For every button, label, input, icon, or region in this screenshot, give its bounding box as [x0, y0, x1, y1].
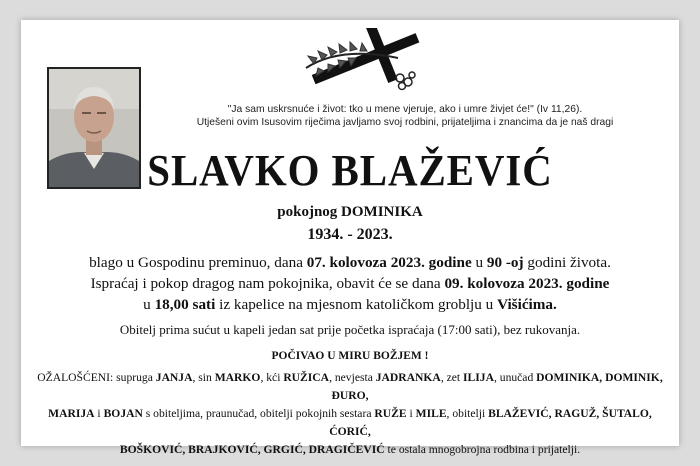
age: 90 -oj [486, 254, 524, 271]
text: u [143, 296, 155, 313]
mourners-line [31, 405, 669, 441]
mourner-name: BOŠKOVIĆ, BRAJKOVIĆ, GRGIĆ, DRAGIČEVIĆ [119, 443, 385, 456]
mourner-name: ILIJA [463, 371, 494, 384]
funeral-time: 18,00 sati [154, 296, 216, 313]
rest-in-peace: POČIVAO U MIRU BOŽJEM ! [271, 350, 429, 362]
announcement-line: Utješeni ovim Isusovim riječima javljamo svoj rodbini, prijateljima i znancima da je naš dragi [196, 117, 614, 128]
mourner-text: s obiteljima, praunučad, obitelji pokojnih sestara [142, 407, 375, 420]
cross-icon [300, 28, 430, 92]
mourner-text: , obitelji [446, 407, 489, 420]
obituary-card [21, 20, 679, 456]
text: godini života. [523, 254, 611, 271]
mourner-name: MILE [415, 407, 447, 420]
mourners-line [31, 369, 669, 405]
father-name: pokojnog DOMINIKA [277, 204, 423, 220]
bible-quote [145, 103, 665, 129]
mourner-name: DOMINIKA, DOMINIK, ĐURO, [331, 371, 663, 402]
text: Ispraćaj i pokop dragog nam pokojnika, obavit će se dana [90, 275, 445, 292]
quote-line: "Ja sam uskrsnuće i život: tko u mene vjeruje, ako i umre živjet će!" (Iv 11,26). [227, 104, 583, 115]
funeral-place-line [21, 296, 679, 314]
text: iz kapelice na mjesnom katoličkom groblju u [215, 296, 498, 313]
mourner-text: , zet [440, 371, 464, 384]
mourner-name: MARIJA [48, 407, 95, 420]
mourners-list [31, 369, 669, 459]
text: blago u Gospodinu preminuo, dana [89, 254, 307, 271]
funeral-date: 09. kolovoza 2023. godine [444, 275, 610, 292]
mourner-text: i [406, 407, 416, 420]
death-date: 07. kolovoza 2023. godine [306, 254, 472, 271]
deceased-name: SLAVKO BLAŽEVIĆ [147, 146, 553, 195]
mourner-name: RUŽE [374, 407, 407, 420]
mourner-text: te ostala mnogobrojna rodbina i prijatelji. [384, 443, 581, 456]
funeral-place: Višićima. [497, 296, 557, 313]
condolences-note: Obitelj prima sućut u kapeli jedan sat prije početka ispraćaja (17:00 sati), bez rukovanja. [119, 322, 581, 337]
mourner-text: , nevjesta [329, 371, 376, 384]
mourner-text: , kći [260, 371, 284, 384]
mourner-name: RUŽICA [283, 371, 330, 384]
funeral-line [21, 275, 679, 293]
life-years: 1934. - 2023. [307, 226, 393, 243]
mourner-text: OŽALOŠĆENI: supruga [37, 371, 156, 384]
text: u [471, 254, 487, 271]
death-notice-line [21, 254, 679, 272]
mourner-name: BLAŽEVIĆ, RAGUŽ, ŠUTALO, ĆORIĆ, [329, 407, 652, 438]
mourner-name: MARKO [214, 371, 261, 384]
mourner-text: i [94, 407, 104, 420]
mourner-name: JADRANKA [375, 371, 441, 384]
mourner-text: , unučad [493, 371, 537, 384]
mourner-text: , sin [192, 371, 215, 384]
mourner-name: BOJAN [103, 407, 143, 420]
mourner-name: JANJA [155, 371, 193, 384]
mourners-line [31, 441, 669, 459]
